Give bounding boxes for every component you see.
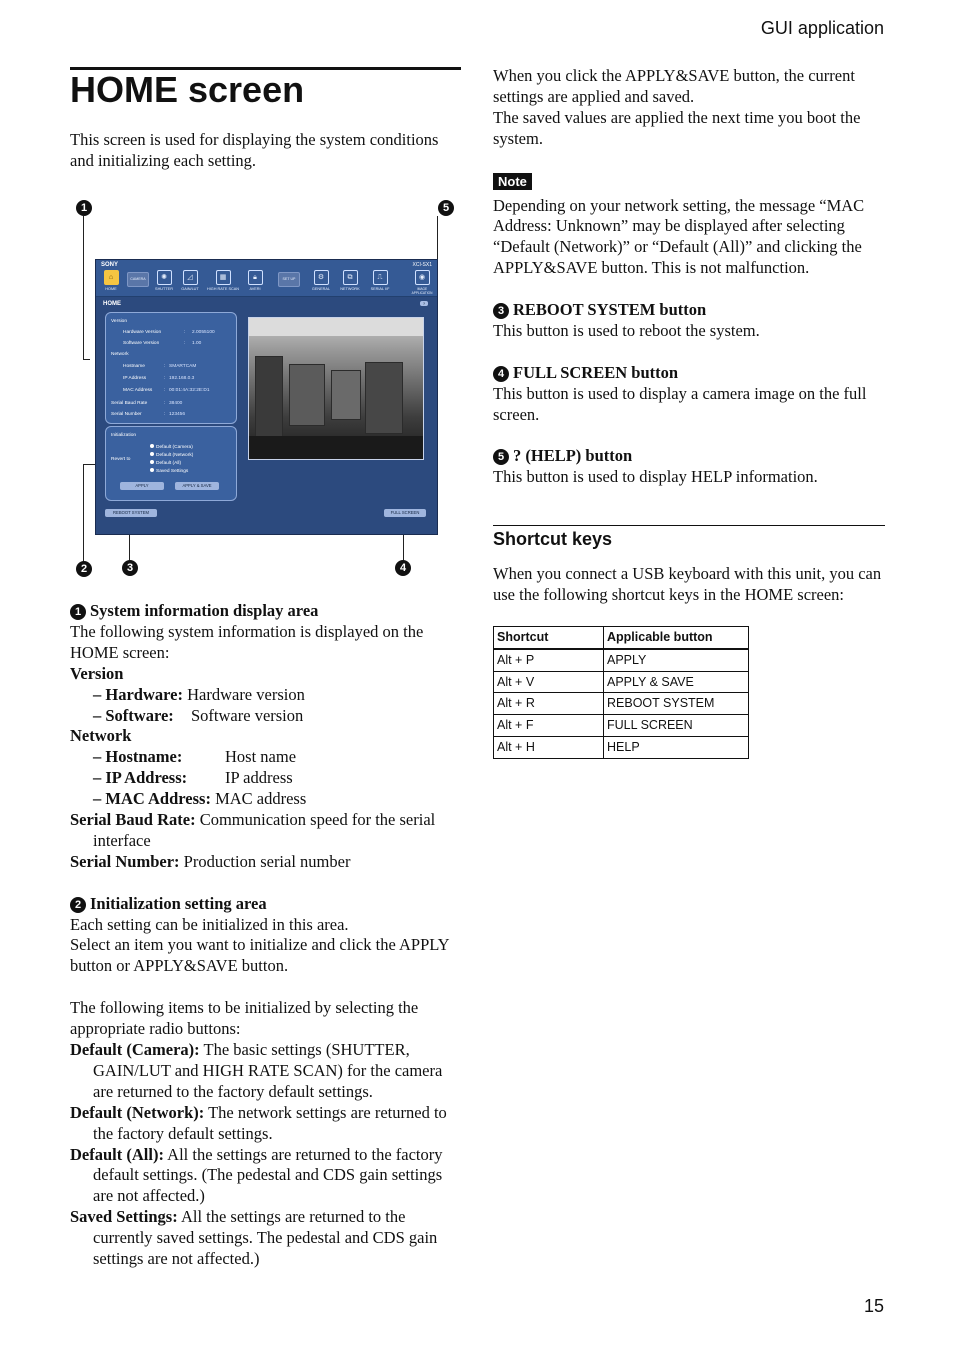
toolbar-network[interactable]: ⧉ NETWORK [338,270,362,294]
running-head: GUI application [760,18,884,38]
revert-to-label: Revert to [111,457,131,462]
full-screen-button[interactable]: FULL SCREEN [384,509,426,517]
gear-icon: ⚙ [314,270,329,285]
item2-line2: Select an item you want to initialize and click the APPLY button or APPLY&SAVE button. [70,935,449,976]
lock-icon: 🔒︎ [248,270,263,285]
table-row [494,715,749,737]
page-title: HOME screen [70,69,305,110]
camera-image [248,317,424,460]
callout-1: 1 [76,200,92,216]
item4-heading: 4 FULL SCREEN button [493,363,885,384]
radio-saved-settings[interactable]: Saved Settings [150,468,188,474]
screen-label-home: HOME [103,301,121,307]
ip-address-value: 192.168.0.3 [169,376,195,381]
button-cell: REBOOT SYSTEM [604,693,749,715]
note-badge: Note [493,173,532,190]
number-5-icon: 5 [493,449,509,465]
high-rate-scan-icon: ▦ [216,270,231,285]
item5-desc: This button is used to display HELP information. [493,467,818,487]
toolbar-setup[interactable] [277,272,301,296]
callout-5: 5 [438,200,454,216]
radio-default-network[interactable]: Default (Network) [150,452,193,458]
hardware-def: – Hardware: Hardware version [93,684,305,704]
serial-number-def: Serial Number: Production serial number [70,851,351,871]
software-version-label: Software Version [123,341,160,346]
gain-lut-icon: ◿ [183,270,198,285]
hostname-def: – Hostname: Host name [93,747,297,767]
mac-address-value: 00:01:4A:32:2E:D1 [169,388,210,393]
toolbar-high-rate-scan[interactable]: ▦ HIGH RATE SCAN [204,270,242,294]
column-header-applicable-button: Applicable button [604,626,749,648]
toolbar-averi[interactable]: 🔒︎ AVERI [244,270,266,294]
hostname-label: Hostname [123,364,145,369]
reboot-system-button[interactable]: REBOOT SYSTEM [105,509,157,517]
right-column [493,66,885,759]
shortcut-keys-heading: Shortcut keys [493,529,613,550]
mac-colon: : [164,388,166,393]
item1-heading: 1 System information display area [70,601,462,622]
initialization-panel [105,426,237,501]
hardware-colon: : [184,330,186,335]
default-all-def: Default (All): All the settings are returned to the factory default settings. (The pedestal and CDS gain settings are not affected.) [70,1144,443,1206]
section-rule [493,525,885,526]
item1-description: The following system information is displayed on the HOME screen: [70,621,424,662]
page-number: 15 [863,1296,884,1316]
serial-baud-rate-def: Serial Baud Rate: Communication speed for the serial interface [70,810,436,850]
serial-io-icon: ⎍ [373,270,388,285]
mac-address-label: MAC Address [123,388,153,393]
mac-address-def: – MAC Address: MAC address [93,789,307,809]
help-button[interactable]: ? [420,301,428,306]
toolbar-home[interactable]: ⌂ HOME [100,270,122,294]
item3-heading: 3 REBOOT SYSTEM button [493,300,885,321]
shortcut-cell: Alt + R [494,693,604,715]
setup-group-icon: SET UP [278,272,300,287]
toolbar-image-application[interactable]: ◉ IMAGE APPLICATION [409,270,435,294]
ip-colon: : [164,376,166,381]
table-row [494,693,749,715]
radio-default-all[interactable]: Default (All) [150,460,181,466]
left-column [70,130,462,172]
toolbar-general[interactable]: ⚙ GENERAL [309,270,333,294]
baud-colon: : [164,401,166,406]
version-heading: Version [111,319,127,324]
apply-save-para: When you click the APPLY&SAVE button, the current settings are applied and saved. [493,66,855,106]
toolbar-serial-if[interactable]: ⎍ SERIAL I/F [368,270,392,294]
apply-button[interactable]: APPLY [120,482,164,490]
home-screen-figure [70,195,462,585]
item4-desc: This button is used to display a camera image on the full screen. [493,383,867,424]
apply-save-button[interactable]: APPLY & SAVE [175,482,219,490]
initialization-heading: Initialization [111,433,137,438]
hostname-value: SMARTCAM [169,364,197,369]
default-network-def: Default (Network): The network settings are returned to the factory default settings. [70,1102,447,1143]
model-name: XCI-SX1 [412,262,432,268]
eye-icon: ◉ [415,270,430,285]
shutter-icon: ✺ [157,270,172,285]
default-camera-def: Default (Camera): The basic settings (SHUTTER, GAIN/LUT and HIGH RATE SCAN) for the camera are returned to the factory default settings. [70,1040,443,1101]
home-screen-screenshot [95,259,438,535]
button-cell: APPLY & SAVE [604,671,749,693]
software-version-value: 1.00 [192,341,202,346]
shortcut-cell: Alt + H [494,737,604,759]
item2-para2: The following items to be initialized by selecting the appropriate radio buttons: [70,998,419,1039]
radio-default-camera[interactable]: Default (Camera) [150,444,193,450]
saved-settings-def: Saved Settings: All the settings are returned to the currently saved settings. The pedestal and CDS gain settings are not affected.) [70,1207,438,1269]
column-header-shortcut: Shortcut [494,626,604,648]
serial-number-label: Serial Number [111,412,142,417]
item5-heading: 5 ? (HELP) button [493,446,885,467]
shortcut-cell: Alt + F [494,715,604,737]
network-term: Network [70,726,132,746]
software-colon: : [184,341,186,346]
software-def: – Software: Software version [93,705,304,725]
serial-number-value: 123456 [169,412,186,417]
shortcut-cell: Alt + P [494,649,604,671]
note-text: Depending on your network setting, the message “MAC Address: Unknown” may be displayed after selecting “Default (Network)” or “Default (All)” and clicking the APPLY&SAVE button. This is not malfunction. [493,195,865,278]
network-heading: Network [111,352,129,357]
version-term: Version [70,663,124,683]
shortcut-table [493,626,749,759]
toolbar [96,260,437,297]
home-icon: ⌂ [104,270,119,285]
number-2-icon: 2 [70,897,86,913]
table-row [494,671,749,693]
button-cell: FULL SCREEN [604,715,749,737]
number-3-icon: 3 [493,303,509,319]
intro-text: This screen is used for displaying the system conditions and initializing each setting. [70,130,439,170]
shortcut-intro: When you connect a USB keyboard with this unit, you can use the following shortcut keys in the HOME screen: [493,563,882,604]
serial-baud-rate-value: 38400 [169,401,183,406]
callout-3: 3 [122,560,138,576]
saved-values-para: The saved values are applied the next time you boot the system. [493,107,861,148]
left-column-body [70,601,462,1270]
table-row [494,649,749,671]
callout-4: 4 [395,560,411,576]
toolbar-shutter[interactable]: ✺ SHUTTER [153,270,175,294]
system-information-panel [105,312,237,424]
serial-baud-rate-label: Serial Baud Rate [111,401,148,406]
button-cell: APPLY [604,649,749,671]
ip-address-def: – IP Address: IP address [93,768,293,788]
toolbar-gain-lut[interactable]: ◿ GAIN/LUT [178,270,202,294]
hostname-colon: : [164,364,166,369]
number-4-icon: 4 [493,366,509,382]
number-1-icon: 1 [70,604,86,620]
leader-line-1 [83,216,90,360]
item3-desc: This button is used to reboot the system. [493,320,760,340]
shortcut-cell: Alt + V [494,671,604,693]
toolbar-camera[interactable] [126,272,150,296]
brand-logo: SONY [101,262,119,268]
table-row [494,737,749,759]
serial-colon: : [164,412,166,417]
hardware-version-value: 2.0055100 [192,330,215,335]
table-header-row [494,626,749,648]
callout-2: 2 [76,561,92,577]
ip-address-label: IP Address [123,376,147,381]
button-cell: HELP [604,737,749,759]
network-icon: ⧉ [343,270,358,285]
hardware-version-label: Hardware Version [123,330,162,335]
item2-heading: 2 Initialization setting area [70,894,462,915]
item2-line1: Each setting can be initialized in this area. [70,914,349,934]
camera-group-icon: CAMERA [127,272,149,287]
